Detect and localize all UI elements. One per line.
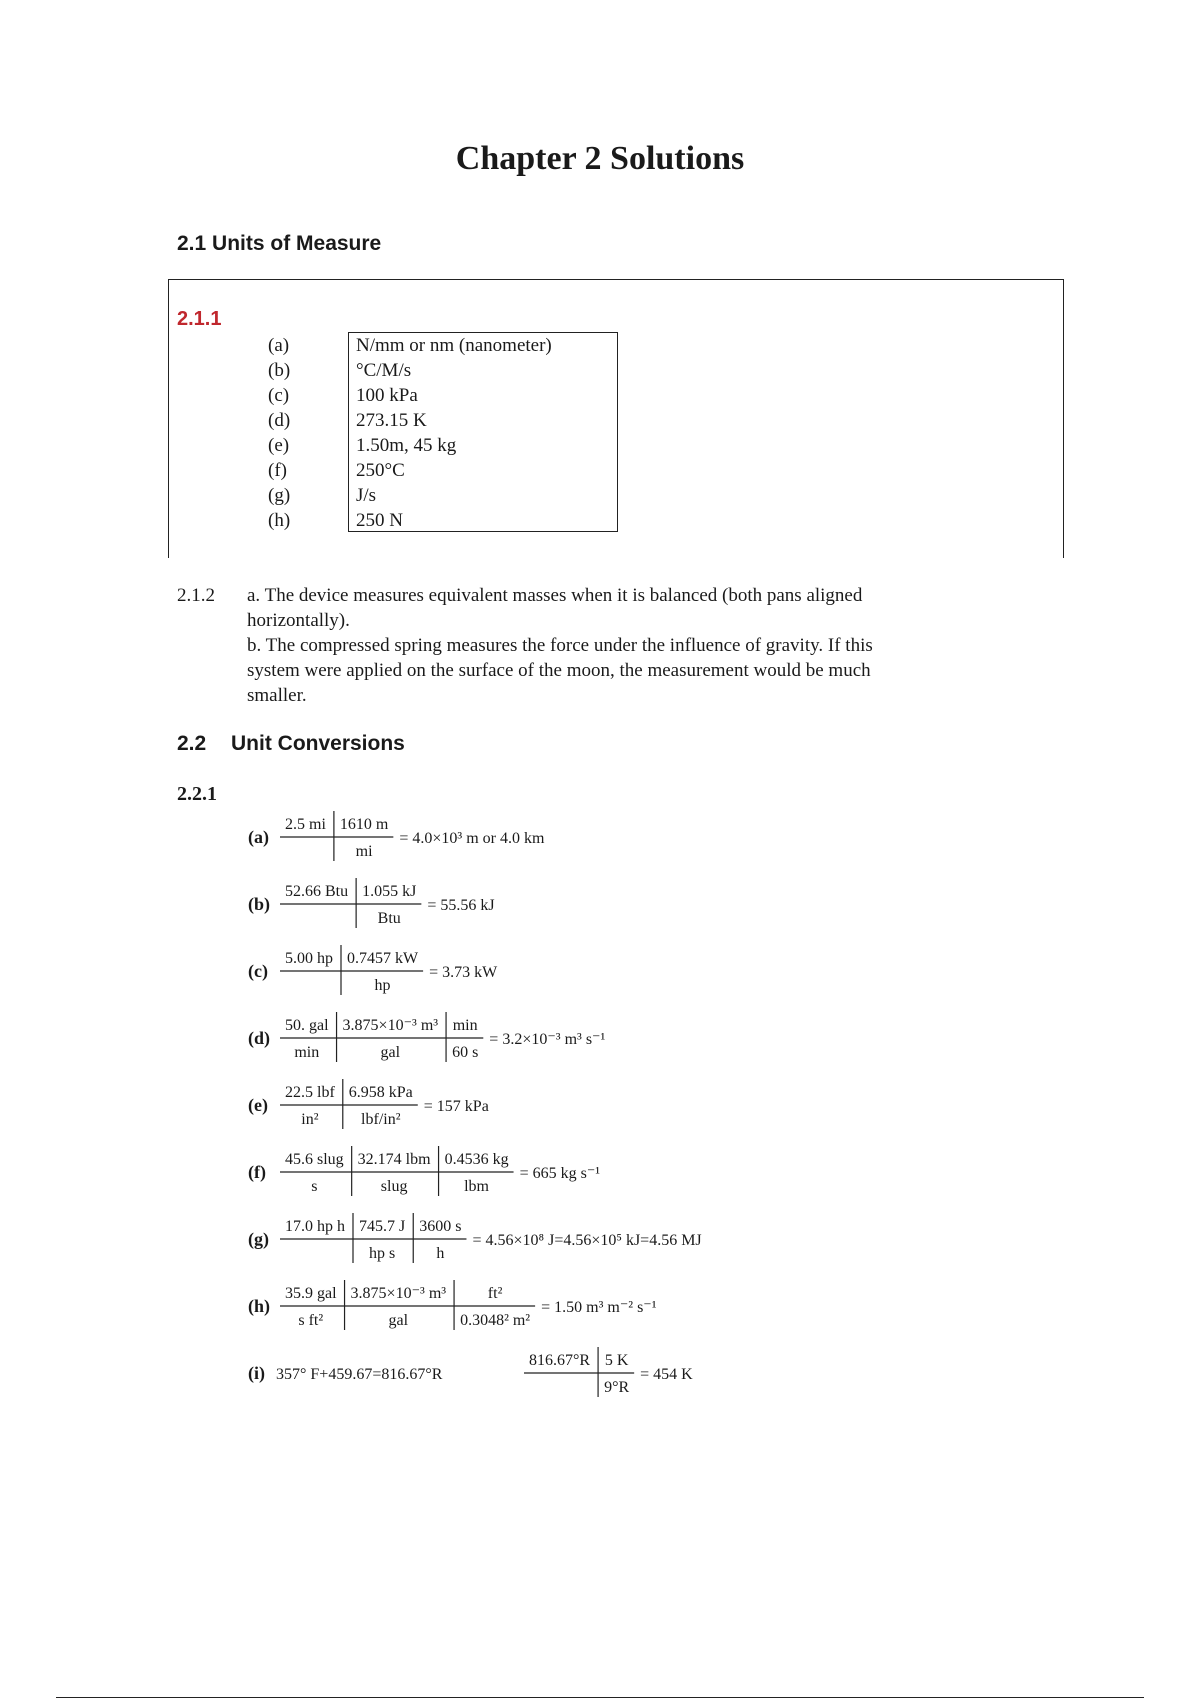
conversion-numerator: 32.174 lbm bbox=[357, 1151, 431, 1168]
conversion-numerator: 35.9 gal bbox=[285, 1285, 337, 1302]
answer-value: 273.15 K bbox=[356, 410, 427, 431]
conversion-result: = 665 kg s⁻¹ bbox=[519, 1165, 601, 1182]
conversion-denominator: gal bbox=[388, 1312, 409, 1329]
conversion-denominator: min bbox=[294, 1044, 320, 1061]
conversion-numerator: 6.958 kPa bbox=[348, 1084, 413, 1101]
conversion-denominator: hp s bbox=[369, 1245, 396, 1262]
conversion-numerator: 50. gal bbox=[285, 1017, 329, 1034]
answer-letter: (a) bbox=[268, 335, 290, 356]
conversion-label: (b) bbox=[248, 894, 270, 914]
conversion-numerator: ft² bbox=[487, 1285, 503, 1302]
conversion-numerator: 5 K bbox=[604, 1352, 629, 1369]
conversion-label: (g) bbox=[248, 1229, 269, 1249]
conversion-denominator: in² bbox=[301, 1111, 319, 1128]
conversion-denominator: lbm bbox=[464, 1178, 490, 1195]
answer-letter: (e) bbox=[268, 435, 290, 456]
conversion-numerator: 52.66 Btu bbox=[285, 883, 349, 900]
conversion-numerator: 816.67°R bbox=[529, 1352, 591, 1369]
conversion-lead-text: 357° F+459.67=816.67°R bbox=[276, 1366, 443, 1383]
text-line: a. The device measures equivalent masses when it is balanced (both pans aligned bbox=[247, 585, 863, 606]
answer-value: N/mm or nm (nanometer) bbox=[356, 335, 552, 356]
chapter-title: Chapter 2 Solutions bbox=[455, 140, 745, 177]
conversion-result: = 157 kPa bbox=[423, 1098, 489, 1115]
conversion-numerator: 0.4536 kg bbox=[444, 1151, 509, 1168]
conversion-denominator: Btu bbox=[377, 910, 401, 927]
conversion-numerator: 22.5 lbf bbox=[285, 1084, 335, 1101]
conversion-numerator: min bbox=[452, 1017, 478, 1034]
answer-letter: (c) bbox=[268, 385, 290, 406]
conversion-result: = 454 K bbox=[640, 1366, 693, 1383]
conversion-numerator: 3.875×10⁻³ m³ bbox=[350, 1285, 447, 1302]
answer-letter: (h) bbox=[268, 510, 291, 531]
answer-value: 1.50m, 45 kg bbox=[356, 435, 457, 456]
answer-value: J/s bbox=[356, 485, 377, 506]
answer-value: 250°C bbox=[356, 460, 405, 481]
conversion-result: = 1.50 m³ m⁻² s⁻¹ bbox=[541, 1299, 657, 1316]
conversion-result: = 4.56×10⁸ J=4.56×10⁵ kJ=4.56 MJ bbox=[472, 1232, 702, 1249]
text-line: horizontally). bbox=[247, 610, 350, 631]
problem-2-2-1-label: 2.2.1 bbox=[177, 783, 217, 805]
problem-2-1-1-label: 2.1.1 bbox=[177, 308, 222, 330]
conversion-label: (e) bbox=[248, 1095, 268, 1115]
conversion-denominator: mi bbox=[355, 843, 373, 860]
conversion-numerator: 3.875×10⁻³ m³ bbox=[342, 1017, 439, 1034]
conversion-result: = 55.56 kJ bbox=[427, 897, 495, 914]
conversion-label: (a) bbox=[248, 827, 269, 847]
conversion-denominator: s bbox=[311, 1178, 318, 1195]
section-2-1-heading: 2.1 Units of Measure bbox=[177, 232, 382, 255]
conversion-denominator: h bbox=[436, 1245, 445, 1262]
conversion-denominator: slug bbox=[380, 1178, 408, 1195]
section-2-2-title: Unit Conversions bbox=[231, 732, 405, 755]
conversion-denominator: gal bbox=[380, 1044, 401, 1061]
conversion-numerator: 17.0 hp h bbox=[285, 1218, 345, 1235]
answer-letter: (f) bbox=[268, 460, 287, 481]
footer-rule bbox=[56, 1697, 1144, 1698]
problem-2-1-2-label: 2.1.2 bbox=[177, 585, 215, 606]
text-line: b. The compressed spring measures the force under the influence of gravity. If this bbox=[247, 635, 873, 656]
conversion-numerator: 0.7457 kW bbox=[347, 950, 419, 967]
text-line: system were applied on the surface of the moon, the measurement would be much bbox=[247, 660, 871, 681]
conversion-result: = 3.73 kW bbox=[429, 964, 498, 981]
answer-value: 100 kPa bbox=[356, 385, 418, 406]
section-2-2-number: 2.2 bbox=[177, 732, 207, 755]
conversion-denominator: 9°R bbox=[604, 1379, 630, 1396]
conversion-denominator: s ft² bbox=[298, 1312, 324, 1329]
answer-letter: (b) bbox=[268, 360, 291, 381]
conversion-numerator: 1610 m bbox=[339, 816, 389, 833]
conversion-result: = 4.0×10³ m or 4.0 km bbox=[399, 830, 545, 847]
conversion-denominator: lbf/in² bbox=[361, 1111, 401, 1128]
conversion-numerator: 3600 s bbox=[419, 1218, 462, 1235]
answer-value: °C/M/s bbox=[356, 360, 412, 381]
conversion-denominator: 60 s bbox=[452, 1044, 479, 1061]
answer-letter: (g) bbox=[268, 485, 291, 506]
conversion-result: = 3.2×10⁻³ m³ s⁻¹ bbox=[489, 1031, 606, 1048]
conversion-numerator: 5.00 hp bbox=[285, 950, 333, 967]
answer-letter: (d) bbox=[268, 410, 291, 431]
conversion-numerator: 745.7 J bbox=[359, 1218, 406, 1235]
conversion-label: (d) bbox=[248, 1028, 270, 1048]
conversion-label: (c) bbox=[248, 961, 268, 981]
conversion-label: (h) bbox=[248, 1296, 270, 1316]
answer-value: 250 N bbox=[356, 510, 403, 531]
conversion-denominator: 0.3048² m² bbox=[460, 1312, 531, 1329]
conversion-numerator: 1.055 kJ bbox=[362, 883, 417, 900]
conversion-numerator: 2.5 mi bbox=[285, 816, 326, 833]
conversion-label: (i) bbox=[248, 1363, 265, 1383]
conversion-numerator: 45.6 slug bbox=[285, 1151, 344, 1168]
conversion-label: (f) bbox=[248, 1162, 266, 1182]
text-line: smaller. bbox=[247, 685, 307, 706]
conversion-denominator: hp bbox=[374, 977, 391, 994]
